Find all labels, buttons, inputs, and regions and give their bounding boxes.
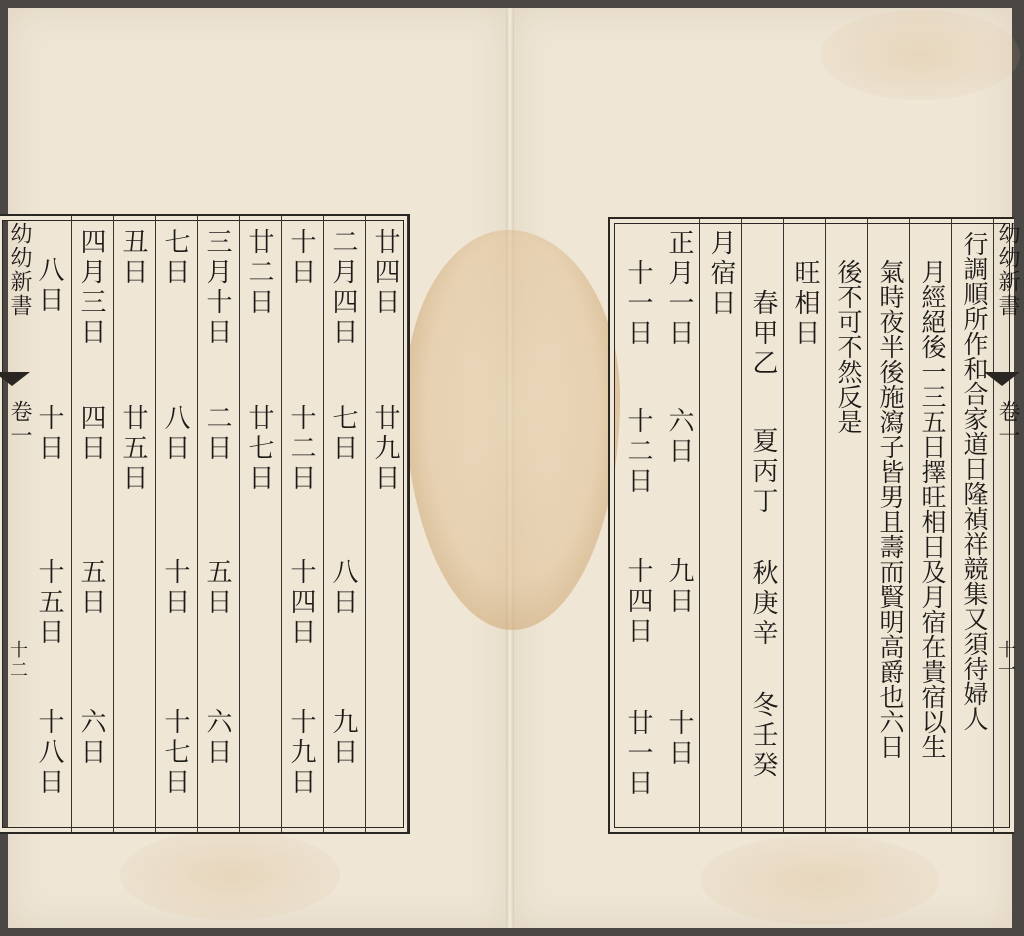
left-column [29,216,72,832]
left-col-text: 廿七日 [244,404,274,494]
left-col-text: 六日 [202,708,232,768]
left-column [197,216,240,832]
right-column [951,219,994,832]
left-col-text: 七日 [160,228,190,288]
right-column [909,219,952,832]
right-column [616,219,658,832]
left-column [365,216,408,832]
right-margin-volume: 卷一 [995,400,1020,448]
left-margin-volume: 卷一 [7,400,32,448]
water-stain [120,830,340,920]
left-col-text: 五日 [76,558,106,618]
left-col-text: 三月十日 [202,228,232,348]
left-column [239,216,282,832]
right-column [699,219,742,832]
right-column [867,219,910,832]
left-col-text: 五日 [202,558,232,618]
left-column [155,216,198,832]
right-col-text: 行調順所作和合家道日隆禎祥競集又須待婦人 [960,231,989,731]
left-col-text: 十五日 [34,558,64,648]
fish-tail-mark [0,372,30,386]
right-columns [610,219,1014,832]
left-col-text: 廿九日 [370,404,400,494]
right-col-text: 春甲乙 [748,289,778,379]
right-column [657,219,700,832]
left-col-text: 十日 [286,228,316,288]
left-col-text: 十日 [34,404,64,464]
left-col-text: 十日 [160,558,190,618]
left-column [281,216,324,832]
left-col-text: 七日 [328,404,358,464]
right-column [783,219,826,832]
left-col-text: 廿四日 [370,228,400,318]
left-col-text: 十八日 [34,708,64,798]
left-col-text: 八日 [328,558,358,618]
left-col-text: 十四日 [286,558,316,648]
left-col-text: 十七日 [160,708,190,798]
left-col-text: 四月三日 [76,228,106,348]
right-text-frame [608,217,1014,834]
right-col-text: 十一日 [623,259,653,349]
left-columns [0,216,408,832]
water-stain [820,10,1020,100]
left-col-text: 八日 [160,404,190,464]
left-col-text: 六日 [76,708,106,768]
left-col-text: 十九日 [286,708,316,798]
right-col-text: 月宿日 [706,229,736,319]
fish-tail-mark [984,372,1020,386]
water-stain [700,835,940,925]
left-col-text: 九日 [328,708,358,768]
right-col-text: 廿一日 [623,709,653,799]
left-column [71,216,114,832]
right-col-text: 正月一日 [664,229,694,349]
left-text-frame [0,214,410,834]
left-col-text: 廿二日 [244,228,274,318]
right-col-text: 十二日 [623,407,653,497]
left-column [323,216,366,832]
right-col-text: 冬壬癸 [748,691,778,781]
left-col-text: 丑日 [118,228,148,288]
left-col-text: 八日 [34,256,64,316]
left-col-text: 二日 [202,404,232,464]
right-col-text: 氣時夜半後施瀉子皆男且壽而賢明高爵也六日 [876,259,905,759]
right-col-text: 六日 [664,407,694,467]
right-col-text: 月經絕後一三五日擇旺相日及月宿在貴宿以生 [918,259,947,759]
right-margin-folio: 十一 [995,640,1016,680]
right-col-text: 夏丙丁 [748,427,778,517]
left-col-text: 十二日 [286,404,316,494]
right-margin-title: 幼幼新書 [995,222,1020,318]
right-col-text: 十四日 [623,557,653,647]
left-margin-folio: 十二 [7,640,28,680]
left-margin-title: 幼幼新書 [7,222,32,318]
left-col-text: 四日 [76,404,106,464]
right-col-text: 後不可不然反是 [834,259,863,434]
right-col-text: 十日 [664,709,694,769]
left-col-text: 二月四日 [328,228,358,348]
left-col-text: 廿五日 [118,404,148,494]
right-col-text: 秋庚辛 [748,559,778,649]
right-column [741,219,784,832]
right-column [825,219,868,832]
right-col-text: 九日 [664,557,694,617]
left-column [113,216,156,832]
right-col-text: 旺相日 [790,259,820,349]
